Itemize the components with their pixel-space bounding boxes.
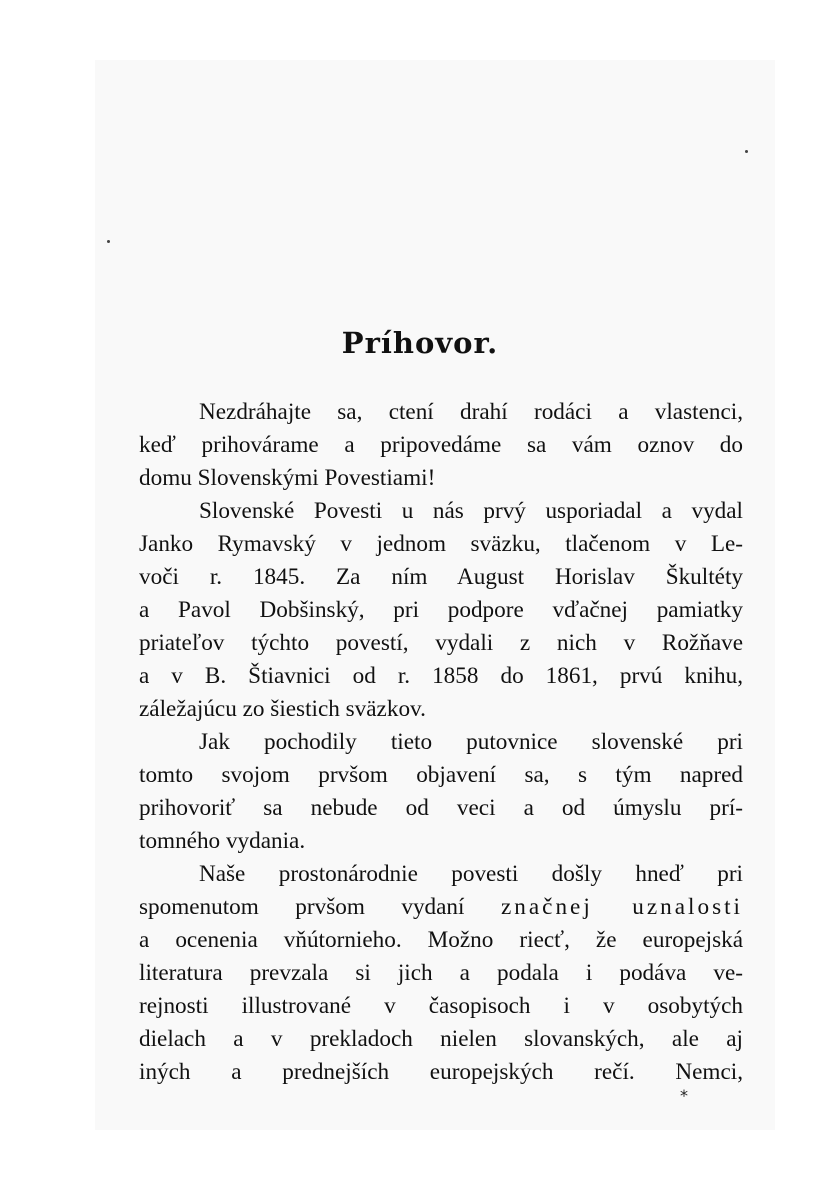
text-line: Janko Rymavský v jednom sväzku, tlačenom v Le- — [139, 531, 743, 557]
text-line: Nezdráhajte sa, ctení drahí rodáci a vlastenci, — [199, 399, 743, 425]
text-line: voči r. 1845. Za ním August Horislav Škultéty — [139, 564, 743, 590]
text-line: dielach a v prekladoch nielen slovanských, ale aj — [139, 1026, 743, 1052]
text-line: domu Slovenskými Povestiami! — [139, 465, 436, 491]
speck-mark — [745, 150, 748, 153]
text-line: tomného vydania. — [139, 828, 306, 854]
text-line: iných a prednejších europejských rečí. Nemci, — [139, 1059, 743, 1085]
text-line: prihovoriť sa nebude od veci a od úmyslu prí- — [139, 795, 743, 821]
text-line: rejnosti illustrované v časopisoch i v osobytých — [139, 993, 743, 1019]
text-line: keď prihovárame a pripovedáme sa vám oznov do — [139, 432, 743, 458]
speck-mark — [107, 240, 110, 243]
text-fragment: spomenutom prvšom vydaní — [139, 894, 465, 920]
text-line: a v B. Štiavnici od r. 1858 do 1861, prvú knihu, — [139, 663, 743, 689]
text-line: tomto svojom prvšom objavení sa, s tým napred — [139, 762, 743, 788]
emphasized-text: značnej uznalosti — [500, 894, 743, 920]
text-line: Jak pochodily tieto putovnice slovenské pri — [199, 729, 743, 755]
text-line: záležajúcu zo šiestich sväzkov. — [139, 696, 426, 722]
text-line: a ocenenia vňútornieho. Možno riecť, že europejská — [139, 927, 743, 953]
text-line: Naše prostonárodnie povesti došly hneď pri — [199, 861, 743, 887]
text-line: a Pavol Dobšinský, pri podpore vďačnej pamiatky — [139, 597, 743, 623]
body-text — [139, 396, 743, 1089]
text-line: Slovenské Povesti u nás prvý usporiadal a vydal — [199, 498, 743, 524]
text-line: priateľov týchto povestí, vydali z nich v Rožňave — [139, 630, 743, 656]
signature-mark: * — [680, 1086, 688, 1105]
page-title: Príhovor. — [341, 326, 499, 360]
text-line — [139, 891, 743, 924]
text-line: literatura prevzala si jich a podala i podáva ve- — [139, 960, 743, 986]
